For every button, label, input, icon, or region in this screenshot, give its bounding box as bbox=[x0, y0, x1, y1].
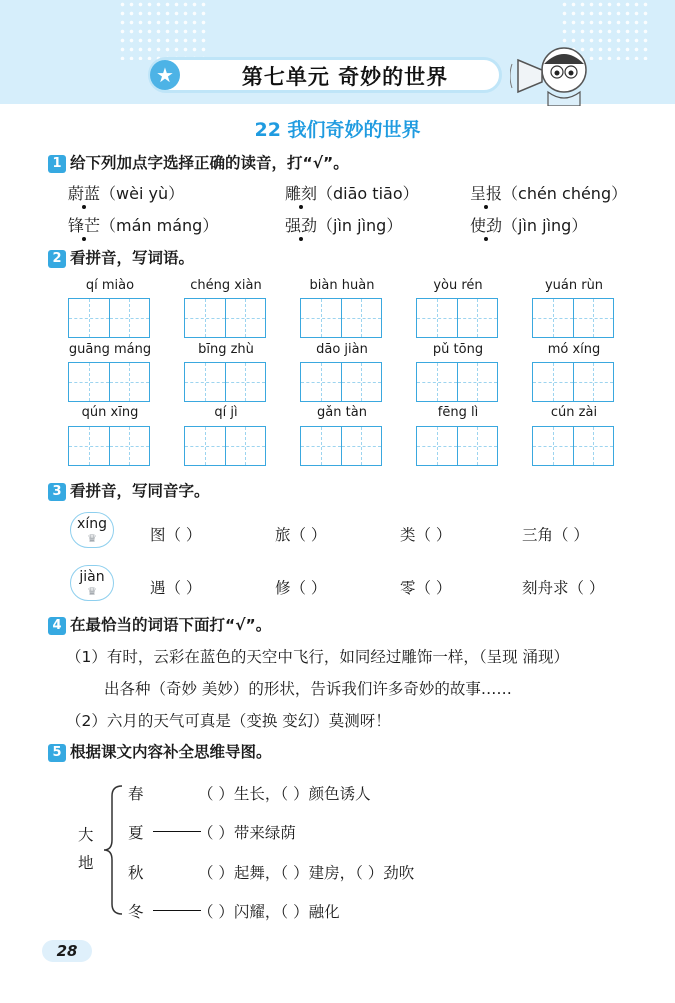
pinyin-cloud bbox=[70, 512, 114, 548]
q1-options: （diāo tiāo） bbox=[317, 184, 419, 203]
q5-instruction: 根据课文内容补全思维导图。 bbox=[70, 743, 272, 761]
q2-pinyin: yòu rén bbox=[433, 278, 483, 293]
q1-heading bbox=[48, 151, 349, 173]
q3-item: 旅（ ） bbox=[275, 526, 327, 544]
q3-item: 刻舟求（ ） bbox=[522, 579, 605, 597]
star-icon: ★ bbox=[150, 60, 180, 90]
q1-item bbox=[285, 181, 419, 204]
mascot-megaphone-icon bbox=[510, 40, 596, 106]
q1-item bbox=[68, 181, 184, 204]
writing-grid[interactable] bbox=[532, 362, 614, 402]
q2-instruction: 看拼音，写词语。 bbox=[70, 249, 195, 267]
q2-pinyin: guāng máng bbox=[68, 342, 152, 357]
q3-instruction: 看拼音，写同音字。 bbox=[70, 482, 210, 500]
q1-number: 1 bbox=[48, 155, 66, 173]
writing-grid[interactable] bbox=[416, 426, 498, 466]
writing-grid[interactable] bbox=[416, 298, 498, 338]
q5-number: 5 bbox=[48, 744, 66, 762]
q3-item: 图（ ） bbox=[150, 526, 202, 544]
mindmap-season: 冬 bbox=[128, 903, 144, 921]
mindmap-text: （ ）带来绿荫 bbox=[198, 824, 296, 842]
mindmap-text: （ ）闪耀，（ ）融化 bbox=[198, 903, 340, 921]
q1-options: （jìn jìng） bbox=[502, 216, 588, 235]
mindmap-season: 夏 bbox=[128, 824, 144, 842]
pinyin-cloud bbox=[70, 565, 114, 601]
mindmap-text: （ ）起舞，（ ）建房，（ ）劲吹 bbox=[198, 864, 415, 882]
q3-number: 3 bbox=[48, 483, 66, 501]
q3-item: 遇（ ） bbox=[150, 579, 202, 597]
mindmap-season: 春 bbox=[128, 785, 144, 803]
q4-number: 4 bbox=[48, 617, 66, 635]
q1-item bbox=[68, 213, 218, 236]
q3-pinyin: xíng bbox=[77, 516, 107, 532]
q2-pinyin: gǎn tàn bbox=[317, 405, 367, 420]
q2-pinyin: cún zài bbox=[550, 405, 598, 420]
writing-grid[interactable] bbox=[532, 298, 614, 338]
mindmap-connector bbox=[153, 910, 201, 911]
q1-options: （chén chéng） bbox=[502, 184, 628, 203]
writing-grid[interactable] bbox=[184, 298, 266, 338]
q1-word: 蔚蓝 bbox=[68, 181, 100, 204]
mindmap-connector bbox=[153, 831, 201, 832]
q3-heading bbox=[48, 479, 210, 501]
q2-pinyin: biàn huàn bbox=[309, 278, 375, 293]
q3-item: 三角（ ） bbox=[522, 526, 589, 544]
lesson-title: 22 我们奇妙的世界 bbox=[254, 119, 421, 141]
q3-item: 零（ ） bbox=[400, 579, 452, 597]
mindmap-root: 大 bbox=[78, 826, 94, 844]
header-dot-pattern bbox=[118, 0, 208, 60]
writing-grid[interactable] bbox=[416, 362, 498, 402]
q4-heading bbox=[48, 613, 271, 635]
mindmap-season: 秋 bbox=[128, 864, 144, 882]
q1-word: 雕刻 bbox=[285, 181, 317, 204]
writing-grid[interactable] bbox=[300, 426, 382, 466]
q4-instruction: 在最恰当的词语下面打“√”。 bbox=[70, 616, 272, 634]
q4-line: 出各种（奇妙 美妙）的形状，告诉我们许多奇妙的故事…… bbox=[104, 680, 512, 698]
q1-options: （wèi yù） bbox=[100, 184, 185, 203]
q2-pinyin: qún xīng bbox=[81, 405, 139, 420]
q1-word: 锋芒 bbox=[68, 213, 100, 236]
writing-grid[interactable] bbox=[184, 426, 266, 466]
q2-pinyin: mó xíng bbox=[547, 342, 601, 357]
writing-grid[interactable] bbox=[532, 426, 614, 466]
writing-grid[interactable] bbox=[300, 298, 382, 338]
q2-pinyin: qí miào bbox=[85, 278, 135, 293]
mindmap-text: （ ）生长，（ ）颜色诱人 bbox=[198, 785, 371, 803]
q1-word: 强劲 bbox=[285, 213, 317, 236]
q1-options: （mán máng） bbox=[100, 216, 219, 235]
q5-heading bbox=[48, 740, 272, 762]
q2-pinyin: chéng xiàn bbox=[190, 278, 262, 293]
mindmap-root: 地 bbox=[78, 854, 94, 872]
q2-pinyin: qí jì bbox=[214, 405, 238, 420]
q3-item: 修（ ） bbox=[275, 579, 327, 597]
q4-line: （1）有时，云彩在蓝色的天空中飞行，如同经过雕饰一样，（呈现 涌现） bbox=[66, 648, 570, 666]
q2-heading bbox=[48, 246, 194, 268]
q2-pinyin: pǔ tōng bbox=[432, 342, 484, 357]
q1-item bbox=[470, 213, 587, 236]
crown-icon: ♛ bbox=[87, 532, 97, 545]
crown-icon: ♛ bbox=[87, 585, 97, 598]
page-number: 28 bbox=[42, 940, 92, 962]
writing-grid[interactable] bbox=[68, 426, 150, 466]
q3-pinyin: jiàn bbox=[79, 569, 105, 585]
writing-grid[interactable] bbox=[300, 362, 382, 402]
q2-pinyin: fēng lì bbox=[437, 405, 479, 420]
q1-instruction: 给下列加点字选择正确的读音，打“√”。 bbox=[70, 154, 349, 172]
writing-grid[interactable] bbox=[184, 362, 266, 402]
q3-item: 类（ ） bbox=[400, 526, 452, 544]
q1-options: （jìn jìng） bbox=[317, 216, 403, 235]
q2-number: 2 bbox=[48, 250, 66, 268]
q1-word: 呈报 bbox=[470, 181, 502, 204]
q4-line: （2）六月的天气可真是（变换 变幻）莫测呀！ bbox=[66, 712, 391, 730]
q2-pinyin: bīng zhù bbox=[198, 342, 254, 357]
q1-item bbox=[470, 181, 627, 204]
q2-pinyin: yuán rùn bbox=[544, 278, 604, 293]
q1-item bbox=[285, 213, 402, 236]
writing-grid[interactable] bbox=[68, 362, 150, 402]
q2-pinyin: dāo jiàn bbox=[316, 342, 368, 357]
mindmap-brace bbox=[100, 782, 126, 918]
writing-grid[interactable] bbox=[68, 298, 150, 338]
q1-word: 使劲 bbox=[470, 213, 502, 236]
unit-title: 第七单元 奇妙的世界 bbox=[241, 65, 449, 89]
